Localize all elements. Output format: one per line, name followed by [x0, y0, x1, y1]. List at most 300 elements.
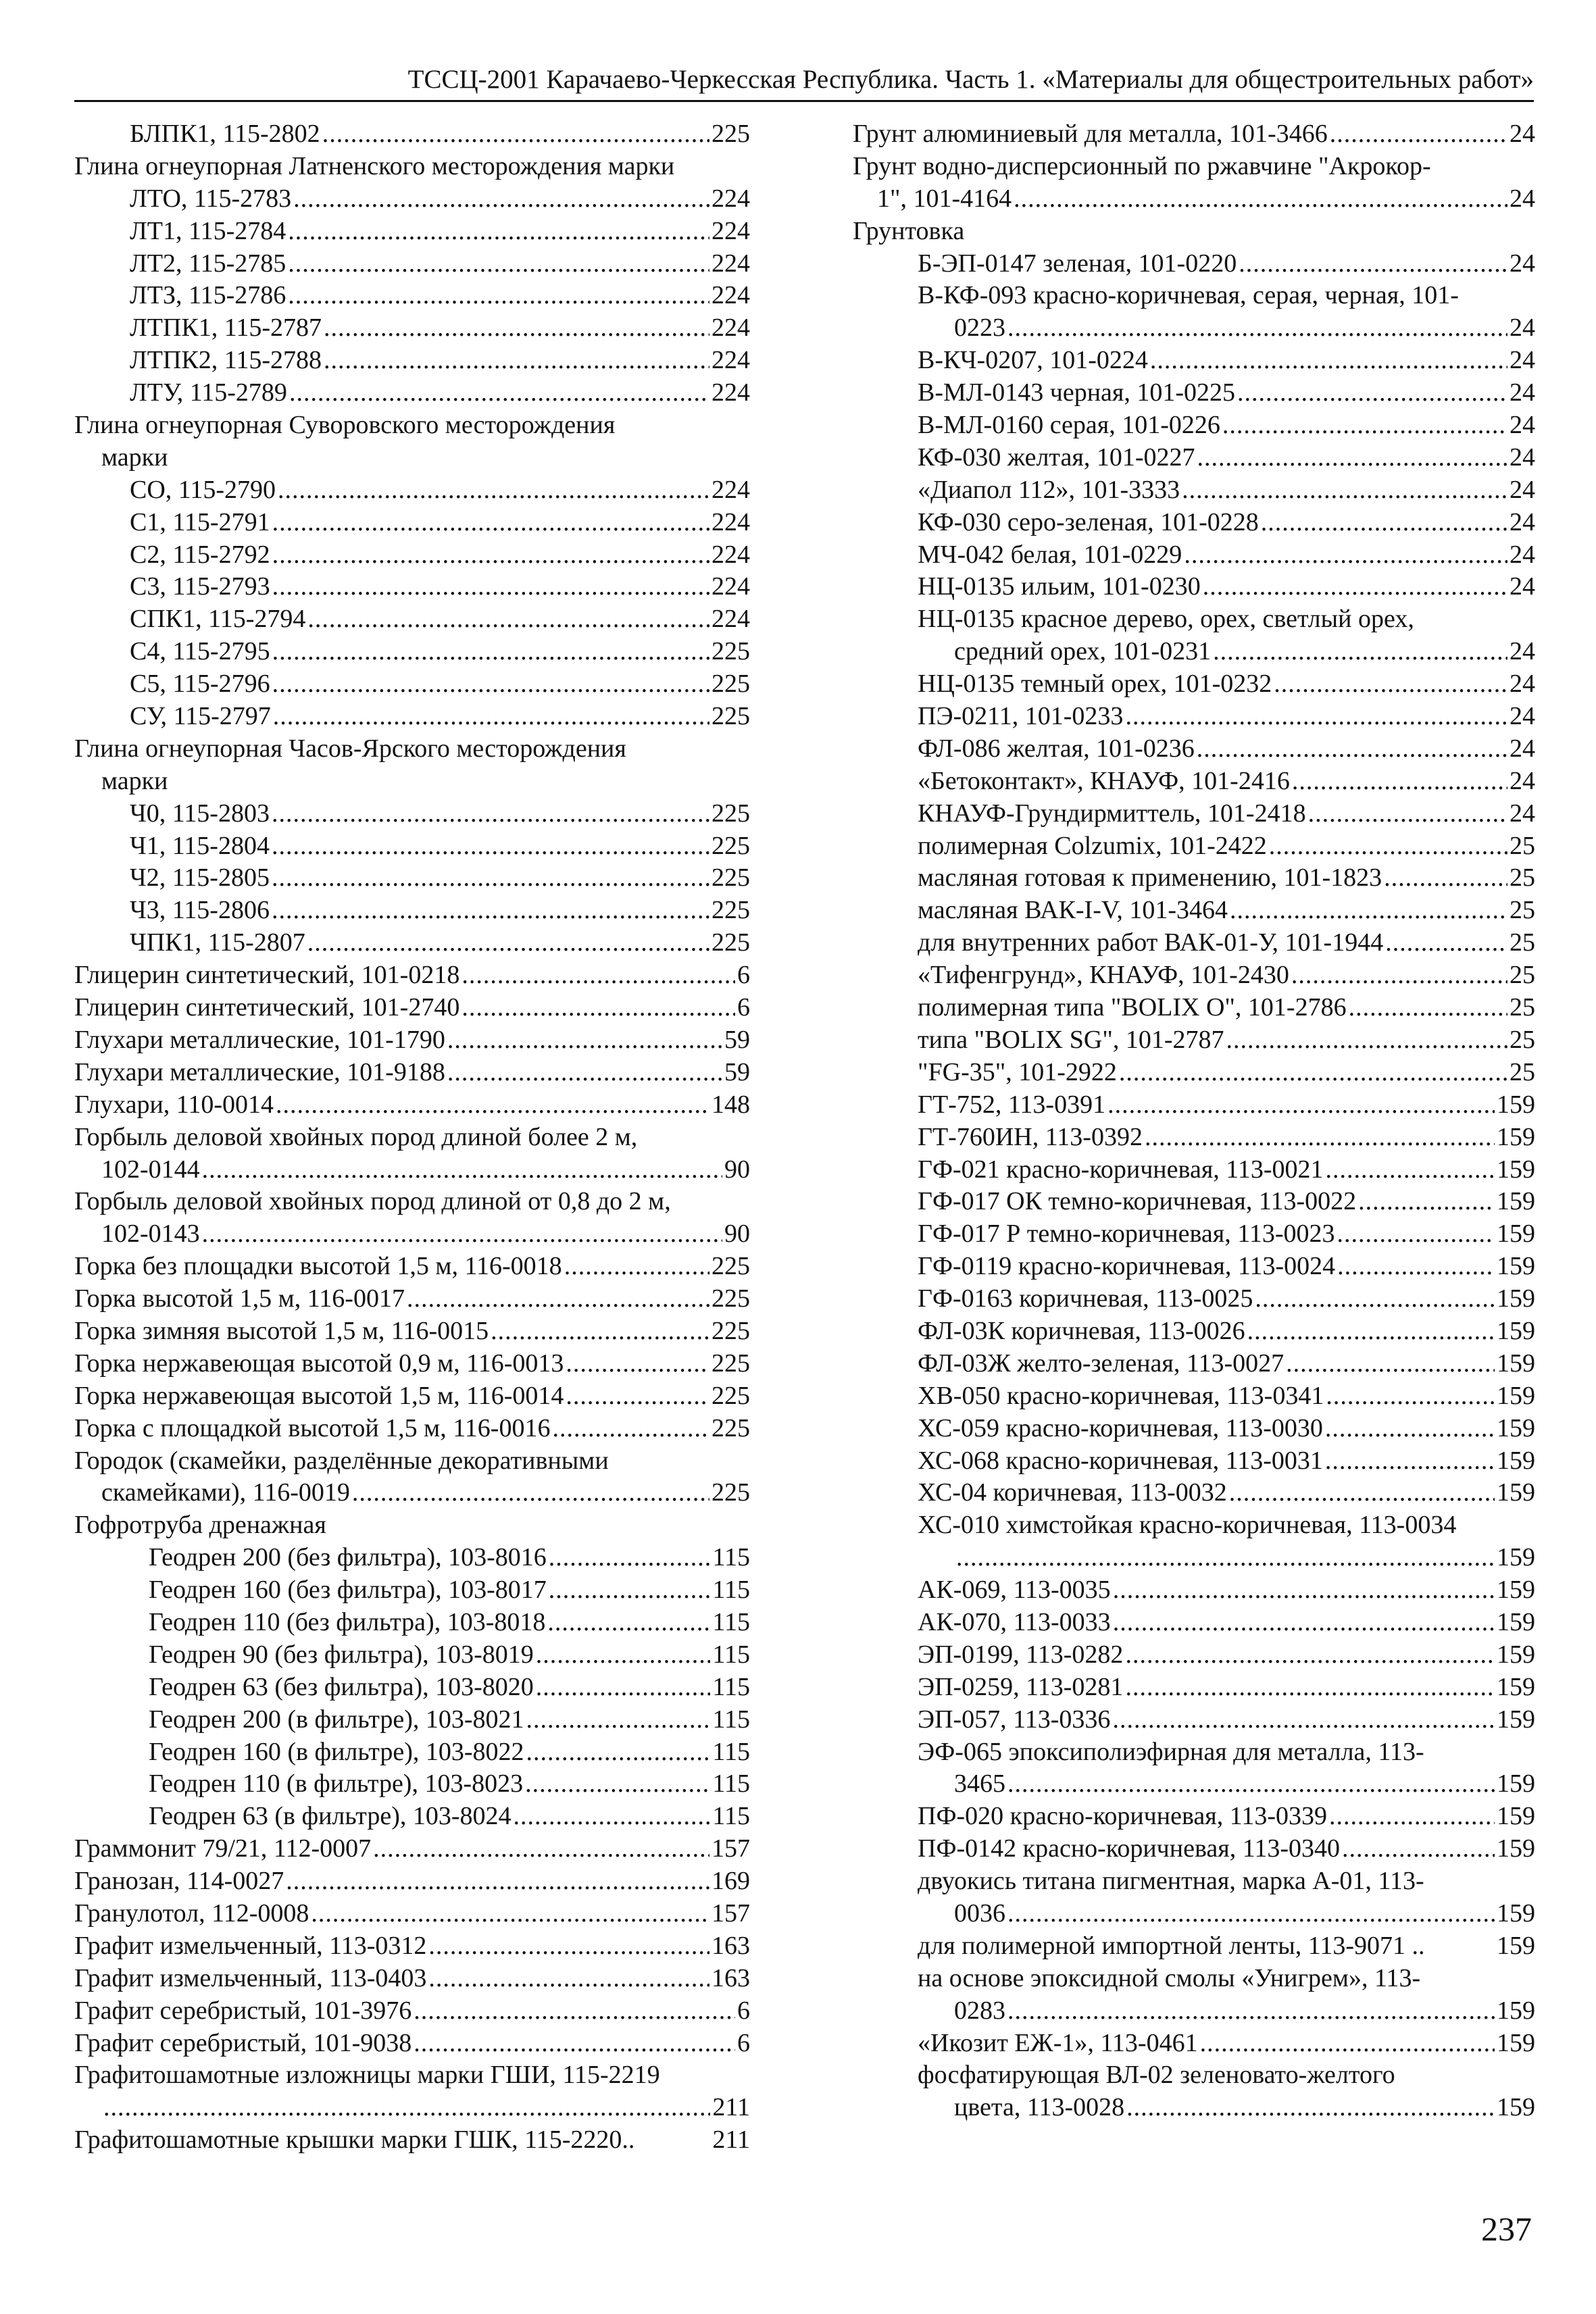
- entry-text: Ч1, 115-2804: [130, 831, 270, 860]
- entry-page: 25: [1510, 831, 1535, 860]
- entry-text: Геодрен 160 (в фильтре), 103-8022: [149, 1737, 524, 1766]
- index-entry: [74, 1865, 750, 1898]
- entry-text: БЛПК1, 115-2802: [130, 120, 320, 148]
- entry-text: МЧ-042 белая, 101-0229: [918, 540, 1182, 569]
- dot-leader: [566, 1380, 709, 1413]
- entry-page: 159: [1497, 1219, 1535, 1249]
- dot-leader: [1325, 1445, 1495, 1478]
- index-entry: [74, 1963, 750, 1995]
- entry-page: 25: [1510, 961, 1535, 990]
- entry-text: ГТ-752, 113-0391: [918, 1090, 1106, 1119]
- entry-text: В-КФ-093 красно-коричневая, серая, черная, 101-: [918, 281, 1459, 310]
- dot-leader: [462, 992, 735, 1024]
- entry-text: АК-069, 113-0035: [918, 1576, 1111, 1605]
- entry-text: скамейками), 116-0019: [101, 1478, 350, 1507]
- index-entry: [853, 216, 1535, 248]
- entry-text: Граммонит 79/21, 112-0007: [74, 1834, 372, 1863]
- entry-text: 102-0144: [101, 1155, 200, 1184]
- dot-leader: [1239, 248, 1507, 280]
- entry-page: 225: [712, 831, 750, 860]
- entry-text: СО, 115-2790: [130, 475, 276, 504]
- entry-text: Горка нержавеющая высотой 1,5 м, 116-0014: [74, 1381, 564, 1410]
- entry-text: Глухари металлические, 101-9188: [74, 1057, 445, 1086]
- entry-page: 159: [1497, 1607, 1535, 1636]
- entry-text: ГФ-017 Р темно-коричневая, 113-0023: [918, 1219, 1335, 1249]
- dot-leader: [1229, 1477, 1495, 1509]
- index-entry: [74, 409, 750, 442]
- dot-leader: [549, 1542, 711, 1574]
- dot-leader: [1292, 765, 1507, 798]
- entry-text: ГФ-021 красно-коричневая, 113-0021: [918, 1155, 1324, 1184]
- dot-leader: [414, 2028, 735, 2060]
- entry-text: «Бетоконтакт», КНАУФ, 101-2416: [918, 766, 1290, 795]
- index-entry: [74, 151, 750, 183]
- entry-text: ХС-04 коричневая, 113-0032: [918, 1478, 1227, 1507]
- index-entry: [74, 1704, 750, 1736]
- index-entry: [853, 1704, 1535, 1736]
- entry-text: Глухари, 110-0014: [74, 1090, 274, 1119]
- entry-page: 159: [1497, 1996, 1535, 2025]
- entry-page: 159: [1497, 1478, 1535, 1507]
- entry-page: 163: [712, 1963, 750, 1992]
- entry-text: полимерная Colzumix, 101-2422: [918, 831, 1267, 860]
- entry-text: С2, 115-2792: [130, 540, 270, 569]
- entry-text: ХС-010 химстойкая красно-коричневая, 113-0034: [918, 1511, 1457, 1540]
- entry-text: Графит серебристый, 101-3976: [74, 1996, 412, 2025]
- index-entry: [853, 1963, 1535, 1995]
- entry-text: 0036: [954, 1898, 1005, 1928]
- dot-leader: [552, 1413, 709, 1445]
- dot-leader: [1385, 927, 1507, 959]
- dot-leader: [288, 216, 709, 248]
- index-entry: [74, 1315, 750, 1348]
- dot-leader: [272, 895, 709, 927]
- entry-text: 0223: [954, 313, 1005, 343]
- entry-text: Грунт алюминиевый для металла, 101-3466: [853, 120, 1328, 148]
- index-entry: [853, 862, 1535, 895]
- dot-leader: [272, 798, 709, 830]
- entry-text: ПФ-020 красно-коричневая, 113-0339: [918, 1802, 1328, 1831]
- entry-page: 225: [712, 1349, 750, 1378]
- entry-text: НЦ-0135 темный орех, 101-0232: [918, 670, 1272, 699]
- index-entry: [74, 1057, 750, 1089]
- dot-leader: [514, 1801, 711, 1833]
- entry-text: Графит измельченный, 113-0312: [74, 1931, 427, 1960]
- dot-leader: [1326, 1154, 1495, 1186]
- dot-leader: [288, 280, 709, 312]
- index-entry: [853, 1186, 1535, 1218]
- entry-page: 25: [1510, 928, 1535, 957]
- dot-leader: [1384, 862, 1507, 895]
- entry-text: фосфатирующая ВЛ-02 зеленовато-желтого: [918, 2061, 1395, 2090]
- dot-leader: [1126, 2092, 1495, 2124]
- dot-leader: [428, 1930, 709, 1963]
- index-entry: [853, 1639, 1535, 1671]
- entry-text: Гранозан, 114-0027: [74, 1867, 284, 1896]
- entry-page: 159: [1497, 1543, 1535, 1572]
- entry-page: 115: [712, 1737, 750, 1766]
- index-entry: [853, 1089, 1535, 1122]
- entry-text: НЦ-0135 ильим, 101-0230: [918, 572, 1201, 601]
- entry-page: 157: [712, 1834, 750, 1863]
- entry-page: 24: [1510, 670, 1535, 699]
- entry-text: "FG-35", 101-2922: [918, 1057, 1117, 1086]
- dot-leader: [956, 1542, 1495, 1574]
- entry-page: 224: [712, 346, 750, 375]
- entry-page: 224: [712, 507, 750, 536]
- entry-text: Геодрен 63 (в фильтре), 103-8024: [149, 1802, 512, 1831]
- dot-leader: [1014, 183, 1507, 216]
- entry-text: КФ-030 желтая, 101-0227: [918, 443, 1195, 472]
- index-entry: [74, 1509, 750, 1542]
- entry-text: В-КЧ-0207, 101-0224: [918, 346, 1148, 375]
- entry-text: ЧПК1, 115-2807: [130, 928, 305, 957]
- index-entry: [74, 1380, 750, 1413]
- index-entry: [853, 151, 1535, 183]
- dot-leader: [272, 539, 709, 572]
- entry-text: для полимерной импортной ленты, 113-9071 ..: [918, 1931, 1425, 1960]
- index-entry: [74, 1639, 750, 1671]
- entry-page: 59: [724, 1025, 750, 1054]
- entry-text: Графитошамотные крышки марки ГШК, 115-2220..: [74, 2126, 635, 2155]
- index-entry: [853, 765, 1535, 798]
- entry-page: 24: [1510, 637, 1535, 666]
- entry-page: 224: [712, 249, 750, 278]
- index-entry: [74, 1736, 750, 1769]
- entry-page: 115: [712, 1672, 750, 1701]
- dot-leader: [1150, 345, 1507, 377]
- dot-leader: [491, 1315, 709, 1348]
- index-entry: [74, 571, 750, 603]
- index-entry: [853, 1477, 1535, 1509]
- entry-page: 163: [712, 1931, 750, 1960]
- index-entry: [853, 636, 1535, 668]
- index-entry: [74, 1251, 750, 1283]
- entry-page: 6: [737, 993, 750, 1022]
- entry-text: ХС-068 красно-коричневая, 113-0031: [918, 1446, 1323, 1475]
- entry-text: НЦ-0135 красное дерево, орех, светлый орех,: [918, 605, 1414, 634]
- entry-text: масляная ВАК-I-V, 101-3464: [918, 896, 1228, 925]
- index-entry: [74, 1995, 750, 2028]
- entry-page: 225: [712, 1478, 750, 1507]
- index-entry: [74, 1768, 750, 1801]
- entry-text: Горка нержавеющая высотой 0,9 м, 116-0013: [74, 1349, 564, 1378]
- entry-text: ГФ-0119 красно-коричневая, 113-0024: [918, 1252, 1336, 1281]
- entry-text: ЭП-0199, 113-0282: [918, 1640, 1124, 1669]
- entry-page: 24: [1510, 572, 1535, 601]
- entry-text: Ч0, 115-2803: [130, 799, 270, 828]
- entry-page: 225: [712, 1413, 750, 1442]
- dot-leader: [1184, 539, 1507, 572]
- index-entry: [853, 1898, 1535, 1930]
- dot-leader: [1197, 442, 1507, 474]
- entry-page: 224: [712, 540, 750, 569]
- entry-text: СПК1, 115-2794: [130, 605, 306, 634]
- index-entry: [853, 733, 1535, 765]
- index-entry: [74, 1801, 750, 1833]
- entry-text: ЛТПК2, 115-2788: [130, 346, 322, 375]
- entry-page: 159: [1497, 1349, 1535, 1378]
- entry-page: 159: [1497, 1802, 1535, 1831]
- dot-leader: [278, 474, 709, 507]
- index-entry: [74, 927, 750, 959]
- index-entry: [74, 733, 750, 765]
- index-entry: [853, 927, 1535, 959]
- index-entry: [74, 248, 750, 280]
- entry-page: 115: [712, 1543, 750, 1572]
- index-entry: [74, 1218, 750, 1251]
- index-entry: [853, 507, 1535, 539]
- index-entry: [853, 312, 1535, 345]
- entry-page: 224: [712, 216, 750, 245]
- dot-leader: [1125, 701, 1507, 733]
- entry-text: Ч3, 115-2806: [130, 896, 270, 925]
- dot-leader: [1286, 1348, 1495, 1380]
- index-entry: [853, 1218, 1535, 1251]
- entry-text: Глухари металлические, 101-1790: [74, 1025, 445, 1054]
- entry-page: 6: [737, 2028, 750, 2057]
- index-entry: [853, 1801, 1535, 1833]
- dot-leader: [103, 2092, 710, 2124]
- dot-leader: [272, 862, 709, 895]
- dot-leader: [272, 668, 709, 701]
- entry-text: 1", 101-4164: [877, 184, 1012, 213]
- entry-page: 224: [712, 572, 750, 601]
- entry-page: 24: [1510, 507, 1535, 536]
- entry-page: 115: [712, 1802, 750, 1831]
- index-entry: [853, 1574, 1535, 1607]
- entry-page: 6: [737, 1996, 750, 2025]
- entry-text: КНАУФ-Грундирмиттель, 101-2418: [918, 799, 1306, 828]
- entry-page: 159: [1497, 1769, 1535, 1799]
- index-entry: [853, 280, 1535, 312]
- dot-leader: [1337, 1251, 1495, 1283]
- index-entry: [74, 216, 750, 248]
- entry-text: ЛТУ, 115-2789: [130, 378, 287, 407]
- page-number: 237: [1481, 2210, 1532, 2248]
- index-entry: [853, 1057, 1535, 1089]
- dot-leader: [1274, 668, 1507, 701]
- index-entry: [853, 1995, 1535, 2028]
- entry-text: Глина огнеупорная Суворовского месторождения: [74, 411, 616, 440]
- running-title: ТССЦ-2001 Карачаево-Черкесская Республика. Часть 1. «Материалы для общестроительных работ»: [407, 65, 1534, 94]
- entry-page: 225: [712, 928, 750, 957]
- entry-page: 224: [712, 475, 750, 504]
- entry-text: на основе эпоксидной смолы «Унигрем», 113-: [918, 1963, 1421, 1992]
- dot-leader: [1330, 118, 1507, 151]
- index-entry: [74, 474, 750, 507]
- entry-text: Глина огнеупорная Часов-Ярского месторождения: [74, 734, 626, 763]
- dot-leader: [1125, 1639, 1495, 1671]
- entry-page: 24: [1510, 184, 1535, 213]
- index-entry: [74, 1445, 750, 1478]
- entry-text: ГФ-017 ОК темно-коричневая, 113-0022: [918, 1187, 1357, 1216]
- entry-page: 225: [712, 670, 750, 699]
- dot-leader: [536, 1671, 711, 1704]
- dot-leader: [276, 1089, 709, 1122]
- index-entry: [853, 1930, 1535, 1963]
- dot-leader: [407, 1283, 709, 1315]
- entry-page: 159: [1497, 1931, 1535, 1960]
- entry-page: 225: [712, 120, 750, 148]
- entry-text: ЛТО, 115-2783: [130, 184, 292, 213]
- dot-leader: [1182, 474, 1507, 507]
- index-entry: [853, 571, 1535, 603]
- index-entry: [853, 603, 1535, 636]
- entry-page: 24: [1510, 313, 1535, 343]
- entry-page: 224: [712, 281, 750, 310]
- entry-text: Графит серебристый, 101-9038: [74, 2028, 412, 2057]
- entry-text: двуокись титана пигментная, марка А-01, 113-: [918, 1867, 1424, 1896]
- entry-text: Гофротруба дренажная: [74, 1511, 326, 1540]
- entry-text: В-МЛ-0160 серая, 101-0226: [918, 411, 1220, 440]
- entry-text: С5, 115-2796: [130, 670, 270, 699]
- dot-leader: [1107, 1089, 1495, 1122]
- index-entry: [853, 183, 1535, 216]
- index-entry: [74, 1154, 750, 1186]
- index-entry: [853, 1865, 1535, 1898]
- dot-leader: [1007, 1768, 1495, 1801]
- entry-page: 25: [1510, 863, 1535, 892]
- entry-text: КФ-030 серо-зеленая, 101-0228: [918, 507, 1259, 536]
- entry-page: 159: [1497, 1122, 1535, 1151]
- index-entry: [74, 1089, 750, 1122]
- index-entry: [853, 2092, 1535, 2124]
- entry-text: Геодрен 110 (в фильтре), 103-8023: [149, 1769, 524, 1799]
- entry-page: 159: [1497, 1090, 1535, 1119]
- index-entry: [853, 1509, 1535, 1542]
- entry-page: 25: [1510, 896, 1535, 925]
- entry-text: Графитошамотные изложницы марки ГШИ, 115-2219: [74, 2061, 660, 2090]
- entry-text: ЛТ1, 115-2784: [130, 216, 286, 245]
- index-entry: [74, 603, 750, 636]
- entry-text: Грунт водно-дисперсионный по ржавчине "Акрокор-: [853, 151, 1431, 180]
- entry-page: 224: [712, 313, 750, 343]
- index-entry: [853, 959, 1535, 992]
- index-entry: [74, 183, 750, 216]
- entry-page: 159: [1497, 1187, 1535, 1216]
- dot-leader: [1226, 1024, 1508, 1057]
- index-entry: [853, 992, 1535, 1024]
- entry-page: 159: [1497, 1705, 1535, 1734]
- index-entry: [853, 1607, 1535, 1639]
- dot-leader: [1203, 571, 1507, 603]
- entry-text: «Диапол 112», 101-3333: [918, 475, 1180, 504]
- index-entry: [853, 1671, 1535, 1704]
- index-entry: [74, 1574, 750, 1607]
- index-entry: [853, 1024, 1535, 1057]
- entry-text: Горбыль деловой хвойных пород длиной более 2 м,: [74, 1122, 638, 1151]
- index-entry: [853, 2059, 1535, 2092]
- dot-leader: [1337, 1218, 1495, 1251]
- dot-leader: [1342, 1833, 1495, 1865]
- dot-leader: [1113, 1574, 1495, 1607]
- index-entry: [853, 1445, 1535, 1478]
- dot-leader: [447, 1057, 722, 1089]
- entry-page: 225: [712, 1316, 750, 1345]
- index-entry: [74, 765, 750, 798]
- entry-text: ЛТПК1, 115-2787: [130, 313, 322, 343]
- index-entry: [74, 539, 750, 572]
- entry-page: 224: [712, 378, 750, 407]
- entry-text: Геодрен 200 (без фильтра), 103-8016: [149, 1543, 547, 1572]
- entry-page: 24: [1510, 443, 1535, 472]
- entry-page: 148: [712, 1090, 750, 1119]
- index-entry: [853, 1154, 1535, 1186]
- index-entry: [853, 1251, 1535, 1283]
- index-entry: [853, 1122, 1535, 1154]
- entry-page: 224: [712, 605, 750, 634]
- entry-text: Городок (скамейки, разделённые декоративными: [74, 1446, 609, 1475]
- entry-text: С3, 115-2793: [130, 572, 270, 601]
- dot-leader: [1145, 1122, 1495, 1154]
- entry-text: Глина огнеупорная Латненского месторождения марки: [74, 151, 675, 180]
- index-entry: [74, 2092, 750, 2124]
- entry-page: 24: [1510, 411, 1535, 440]
- index-entry: [853, 1413, 1535, 1445]
- entry-text: Ч2, 115-2805: [130, 863, 270, 892]
- index-entry: [74, 345, 750, 377]
- index-entry: [853, 1283, 1535, 1315]
- dot-leader: [1197, 733, 1507, 765]
- entry-text: 102-0143: [101, 1219, 200, 1249]
- entry-page: 159: [1497, 2028, 1535, 2057]
- index-entry: [74, 1833, 750, 1865]
- entry-page: 224: [712, 184, 750, 213]
- entry-text: Глицерин синтетический, 101-2740: [74, 993, 460, 1022]
- dot-leader: [1213, 636, 1507, 668]
- index-entry: [853, 2028, 1535, 2060]
- entry-page: 225: [712, 1381, 750, 1410]
- entry-text: ФЛ-03К коричневая, 113-0026: [918, 1316, 1245, 1345]
- dot-leader: [202, 1218, 722, 1251]
- dot-leader: [322, 118, 709, 151]
- index-entry: [74, 1898, 750, 1930]
- entry-text: ЭП-0259, 113-0281: [918, 1672, 1124, 1701]
- index-entry: [74, 1607, 750, 1639]
- index-entry: [853, 1348, 1535, 1380]
- index-entry: [74, 798, 750, 830]
- dot-leader: [536, 1639, 711, 1671]
- entry-page: 159: [1497, 1640, 1535, 1669]
- entry-text: Горка без площадки высотой 1,5 м, 116-0018: [74, 1252, 562, 1281]
- dot-leader: [428, 1963, 709, 1995]
- dot-leader: [1007, 1995, 1495, 2028]
- entry-text: ХВ-050 красно-коричневая, 113-0341: [918, 1381, 1324, 1410]
- entry-page: 24: [1510, 734, 1535, 763]
- entry-page: 159: [1497, 1284, 1535, 1313]
- dot-leader: [1125, 1671, 1495, 1704]
- entry-text: Горка с площадкой высотой 1,5 м, 116-0016: [74, 1413, 551, 1442]
- entry-text: цвета, 113-0028: [954, 2093, 1125, 2122]
- entry-text: Геодрен 90 (без фильтра), 103-8019: [149, 1640, 534, 1669]
- dot-leader: [1255, 1283, 1495, 1315]
- entry-text: для внутренних работ ВАК-01-У, 101-1944: [918, 928, 1384, 957]
- index-entry: [853, 248, 1535, 280]
- dot-leader: [1325, 1413, 1495, 1445]
- index-entry: [853, 539, 1535, 572]
- entry-text: ХС-059 красно-коричневая, 113-0030: [918, 1413, 1323, 1442]
- entry-text: марки: [101, 766, 168, 795]
- entry-page: 115: [712, 1705, 750, 1734]
- entry-page: 24: [1510, 120, 1535, 148]
- dot-leader: [1113, 1607, 1495, 1639]
- index-entry: [74, 442, 750, 474]
- dot-leader: [1007, 312, 1507, 345]
- dot-leader: [447, 1024, 722, 1057]
- index-entry: [853, 442, 1535, 474]
- dot-leader: [525, 1768, 710, 1801]
